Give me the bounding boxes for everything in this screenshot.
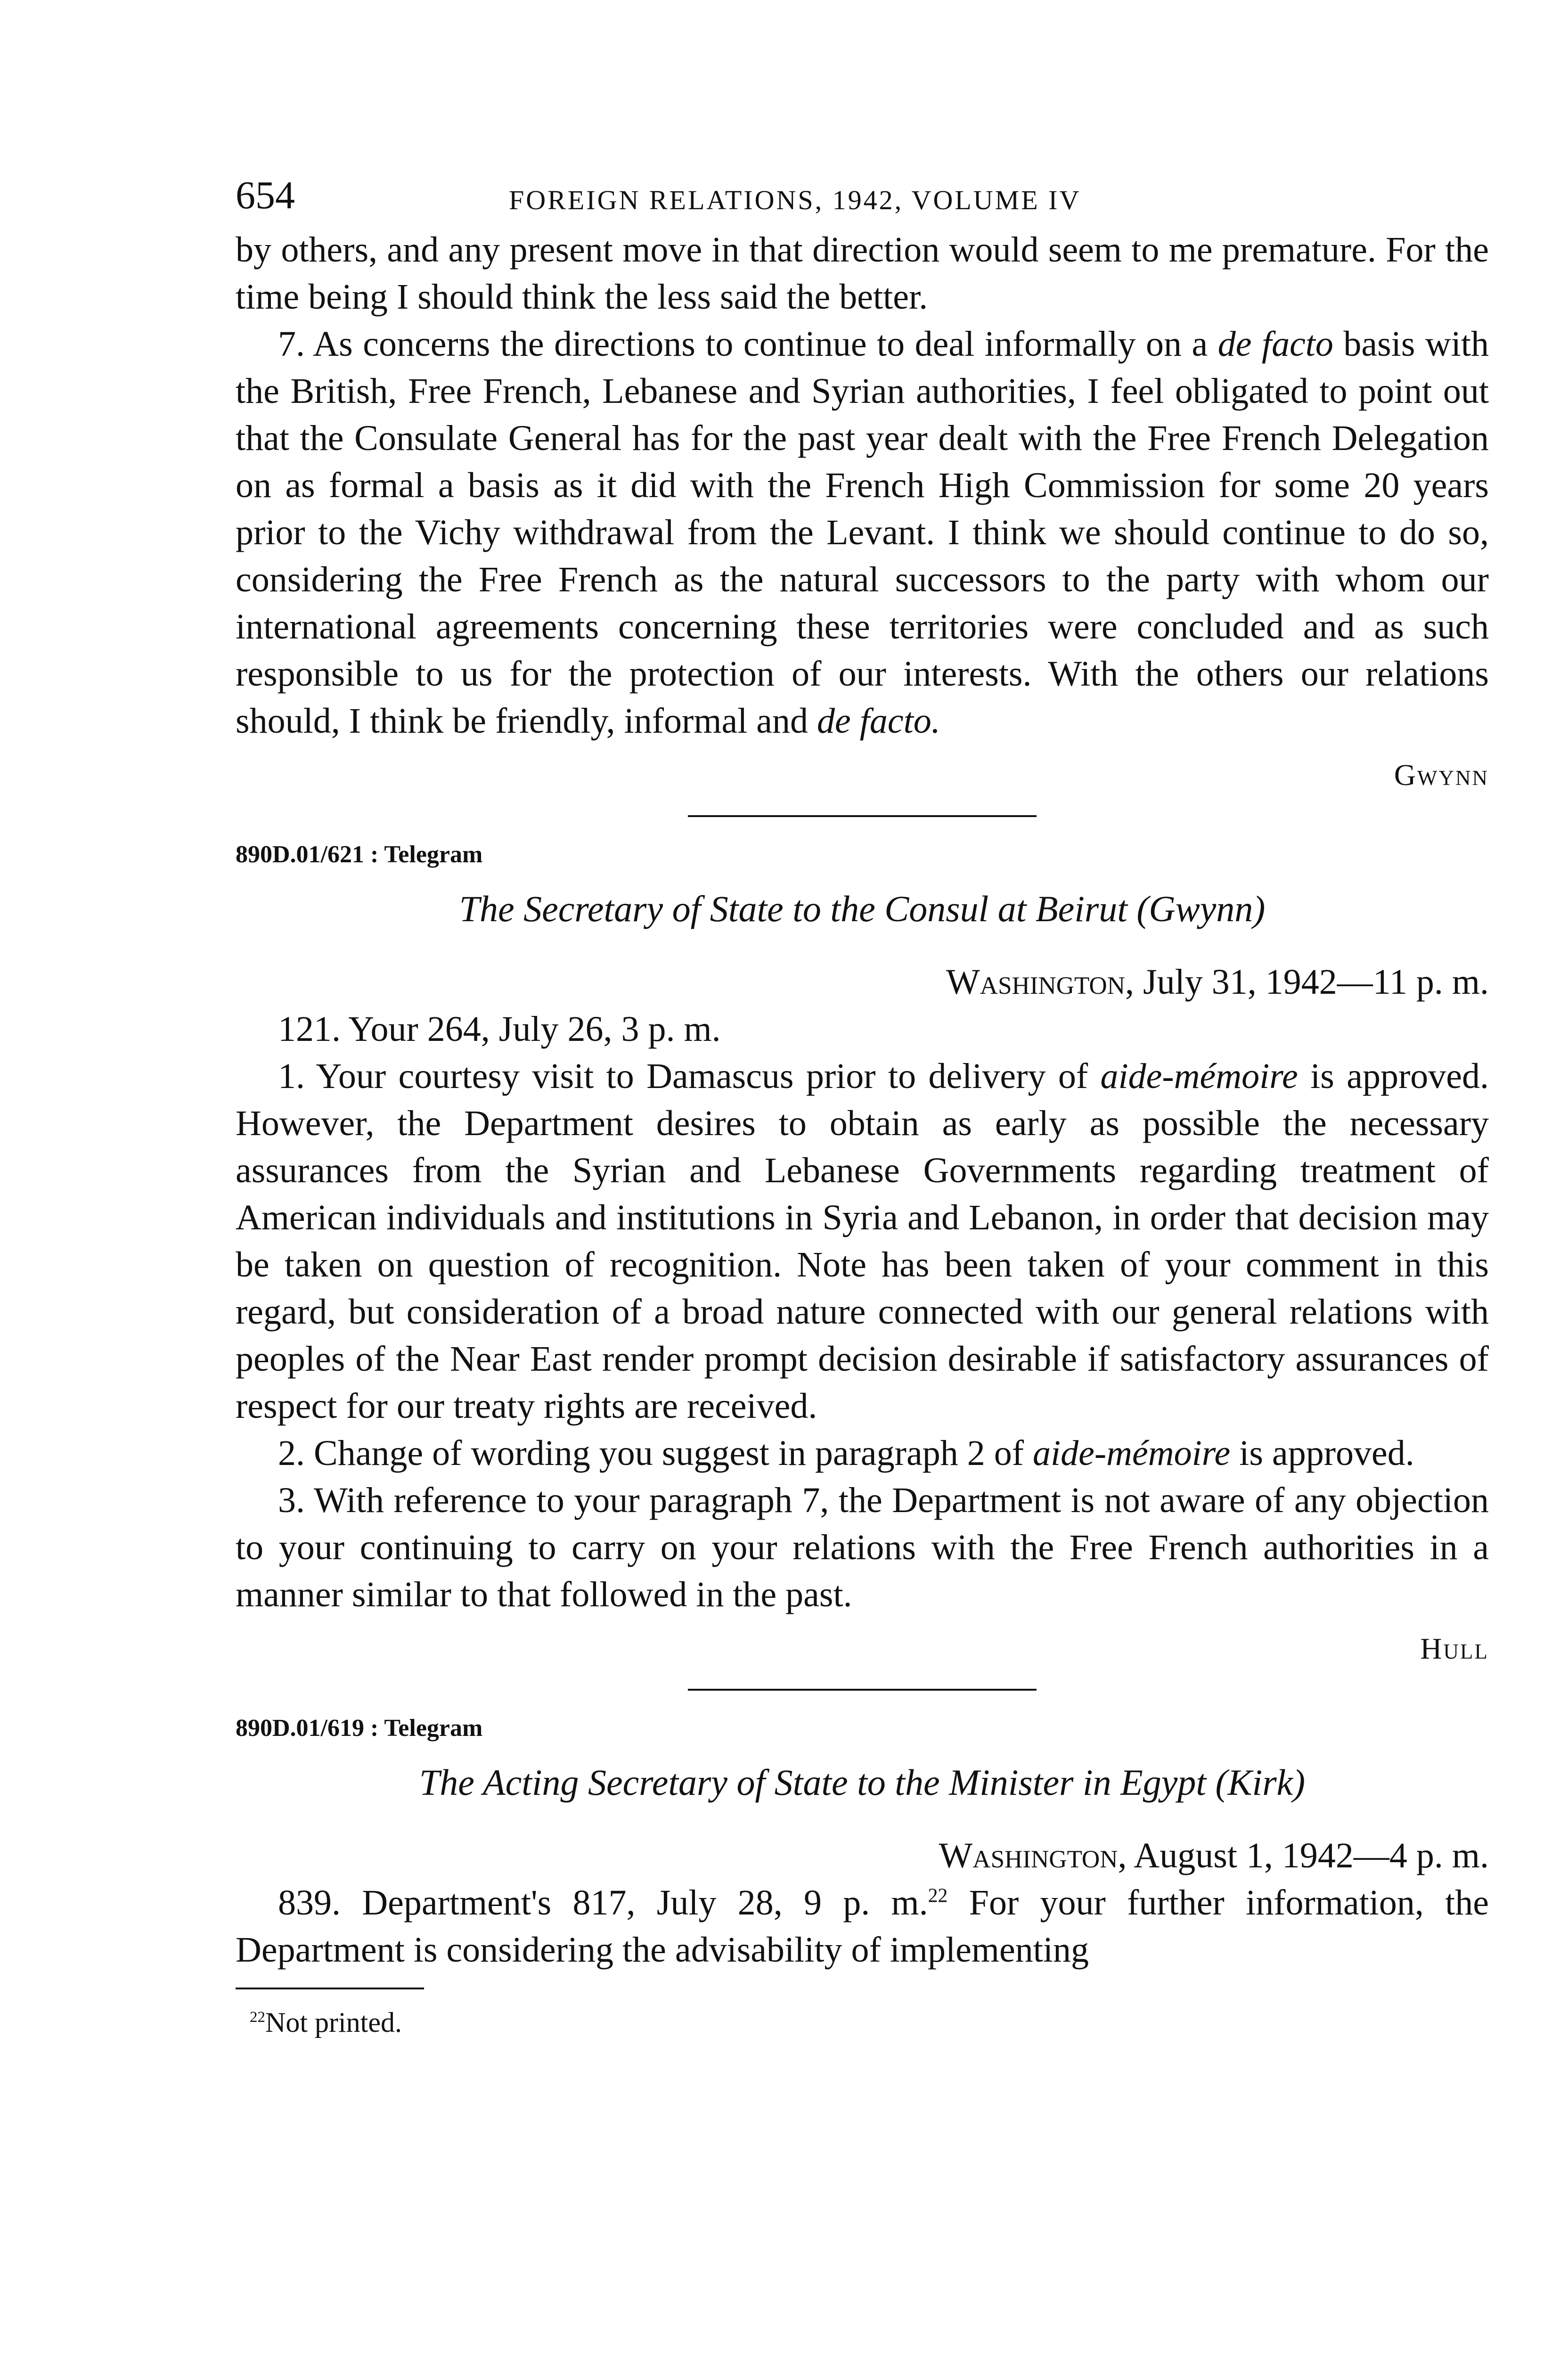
document-heading-1: The Secretary of State to the Consul at Beirut (Gwynn) [459, 888, 1266, 929]
paragraph-2 [236, 1430, 1489, 1477]
paragraph-839-text-a: 839. Department's 817, July 28, 9 p. m. [278, 1883, 928, 1922]
document-page [236, 174, 1489, 2041]
paragraph-2-text-a: 2. Change of wording you suggest in paragraph 2 of [278, 1433, 1024, 1473]
dateline-1-date: , July 31, 1942—11 p. m. [1125, 962, 1489, 1002]
paragraph-7-text-a: 7. As concerns the directions to continue to deal informally on a [278, 324, 1208, 364]
footnote-divider [236, 1988, 424, 1989]
signature-gwynn: Gwynn [1394, 758, 1489, 792]
continuation-section [236, 226, 1489, 744]
footnote-marker: 22 [250, 2009, 265, 2026]
paragraph-7-italic-b: de facto. [817, 701, 940, 741]
paragraph-7 [236, 320, 1489, 744]
paragraph-1-text-a: 1. Your courtesy visit to Damascus prior to delivery of [278, 1056, 1088, 1096]
footnote-ref-22[interactable]: 22 [928, 1885, 948, 1907]
file-number-1: 890D.01/621 : Telegram [236, 841, 483, 868]
paragraph-839 [236, 1879, 1489, 1973]
dateline-1-place: Washington [946, 962, 1125, 1002]
running-head [236, 174, 1489, 226]
dateline-1 [236, 958, 1489, 1006]
running-title: FOREIGN RELATIONS, 1942, VOLUME IV [509, 185, 1081, 215]
file-number-2: 890D.01/619 : Telegram [236, 1715, 483, 1742]
paragraph-1-italic: aide-mémoire [1100, 1056, 1298, 1096]
dateline-2-place: Washington [939, 1836, 1118, 1875]
paragraph-1-text-b: is approved. However, the Department desires to obtain as early as possible the necessary assurances from the Syrian and Lebanese Governments regarding treatment of American individuals and institutions in Syria and Lebanon, in order that decision may be taken on question of recognition. Note has been taken of your comment in this regard, but consideration of a broad nature connected with our general relations with peoples of the Near East render prompt decision desirable if satisfactory assurances of respect for our treaty rights are received. [236, 1056, 1489, 1426]
paragraph-1 [236, 1053, 1489, 1430]
paragraph-2-text-b: is approved. [1239, 1433, 1414, 1473]
dateline-2 [236, 1832, 1489, 1879]
document-1-body [236, 1006, 1489, 1618]
paragraph-839-text-b: For your further information, the Department is considering the advisability of implementing [236, 1883, 1489, 1970]
footnote-text: Not printed. [265, 2007, 402, 2038]
paragraph-2-italic: aide-mémoire [1033, 1433, 1231, 1473]
section-divider-2 [688, 1689, 1037, 1691]
dateline-2-date: , August 1, 1942—4 p. m. [1118, 1836, 1489, 1875]
paragraph-3: 3. With reference to your paragraph 7, the Department is not aware of any objection to your continuing to carry on your relations with the Free French authorities in a manner similar to that followed in the past. [236, 1481, 1489, 1614]
paragraph-continued: by others, and any present move in that direction would seem to me premature. For the time being I should think the less said the better. [236, 230, 1489, 317]
document-2-body [236, 1879, 1489, 1973]
document-heading-2: The Acting Secretary of State to the Minister in Egypt (Kirk) [419, 1762, 1306, 1803]
reference-line: 121. Your 264, July 26, 3 p. m. [278, 1009, 721, 1049]
paragraph-7-text-b: basis with the British, Free French, Lebanese and Syrian authorities, I feel obligated to point out that the Consulate General has for the past year dealt with the Free French Delegation on as formal a basis as it did with the French High Commission for some 20 years prior to the Vichy withdrawal from the Levant. I think we should continue to do so, considering the Free French as the natural successors to the party with whom our international agreements concerning these territories were concluded and as such responsible to us for the protection of our interests. With the others our relations should, I think be friendly, informal and [236, 324, 1489, 741]
signature-hull: Hull [1420, 1632, 1489, 1665]
footnote-22 [236, 2004, 1489, 2041]
section-divider [688, 815, 1037, 817]
page-number: 654 [236, 173, 295, 217]
paragraph-7-italic-a: de facto [1217, 324, 1333, 364]
